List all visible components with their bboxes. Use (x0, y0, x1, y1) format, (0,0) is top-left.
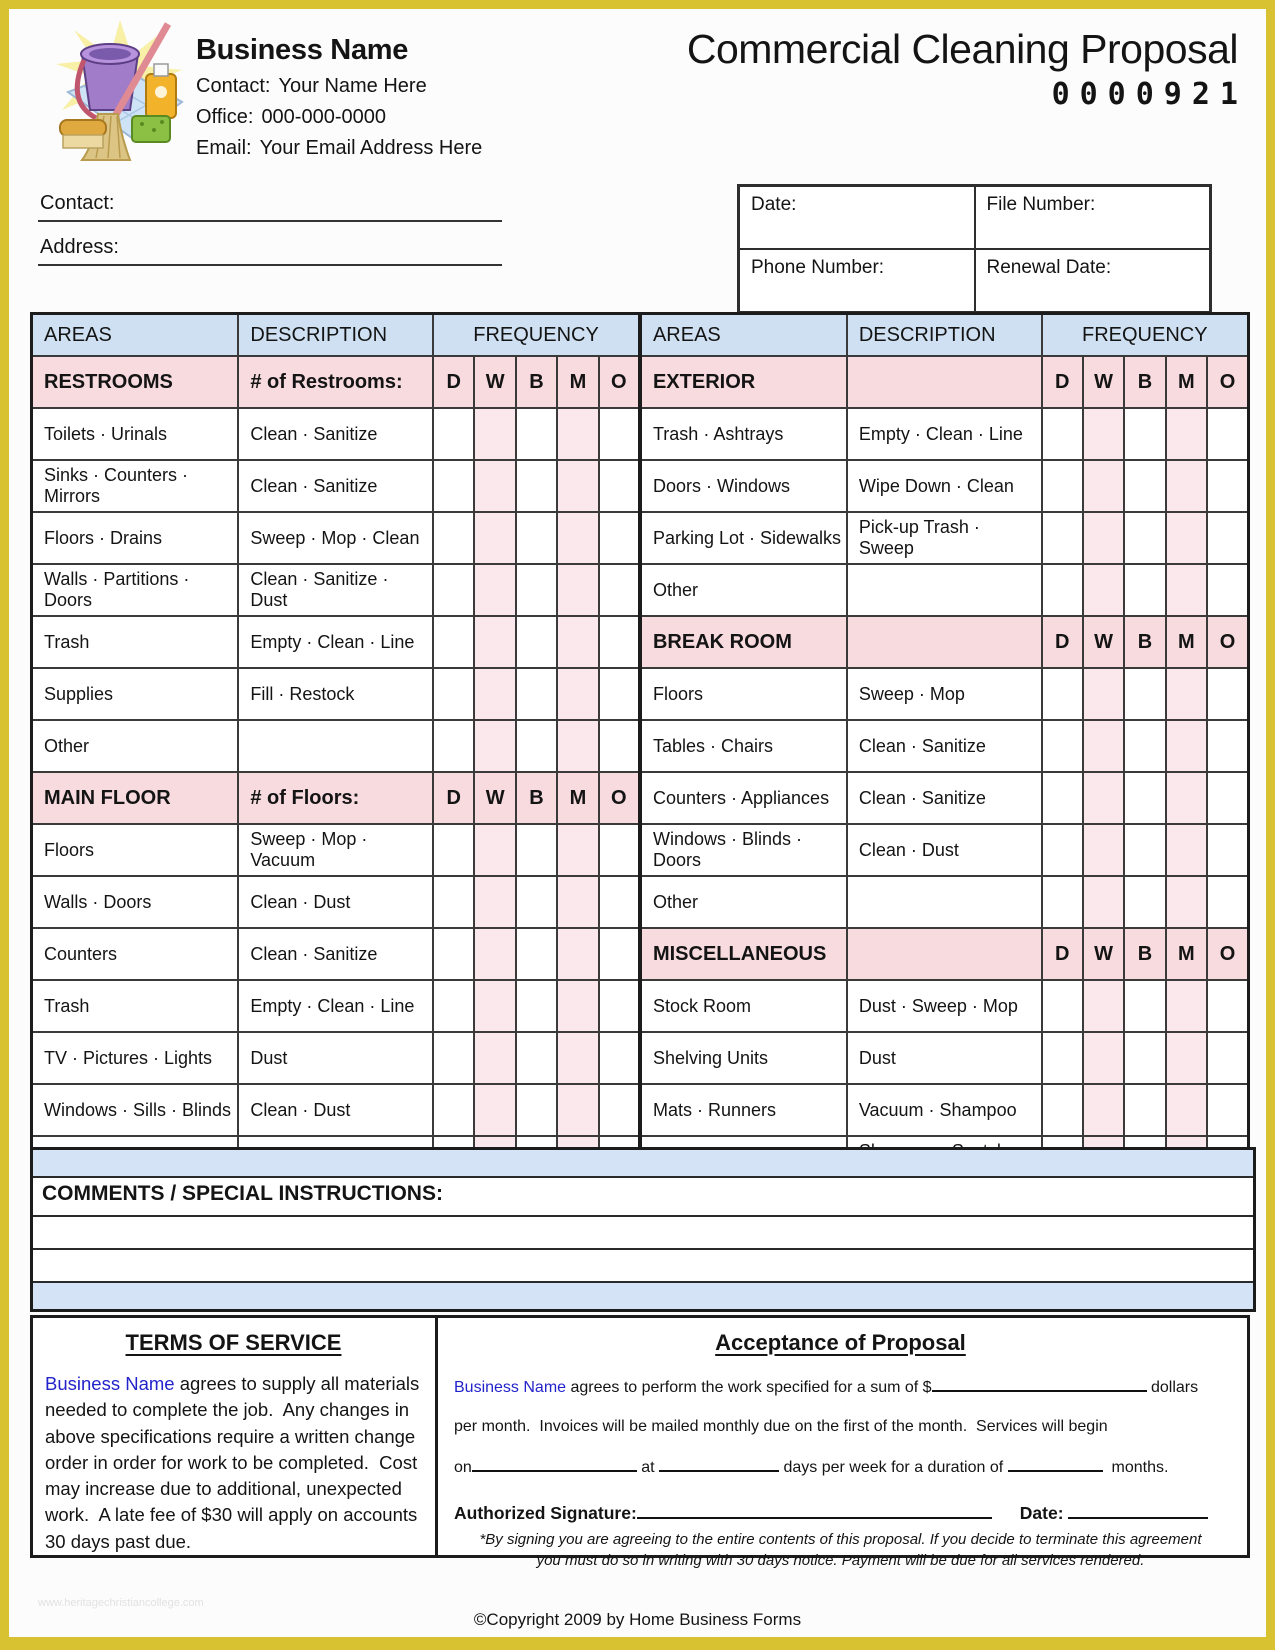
description-cell: Empty · Clean · Line (238, 980, 433, 1032)
terms-business-name: Business Name (45, 1373, 175, 1394)
freq-cell-D[interactable] (433, 928, 474, 980)
area-cell: Trash · Ashtrays (640, 408, 847, 460)
freq-cell-M[interactable] (1166, 1084, 1207, 1136)
description-cell: Clean · Sanitize · Dust (238, 564, 433, 616)
freq-cell-B[interactable] (516, 928, 557, 980)
freq-cell-M[interactable] (1166, 564, 1207, 616)
business-office-line: Office: 000-000-0000 (196, 106, 386, 128)
comments-label: COMMENTS / SPECIAL INSTRUCTIONS: (33, 1178, 1253, 1217)
freq-cell-D[interactable] (433, 876, 474, 928)
freq-cell-D[interactable] (433, 668, 474, 720)
masthead (686, 26, 1248, 112)
freq-cell-B[interactable] (1124, 720, 1165, 772)
checklist-body (32, 314, 1249, 1241)
freq-cell-W[interactable] (1083, 460, 1124, 512)
freq-header-O: O (599, 772, 640, 824)
freq-cell-D[interactable] (433, 460, 474, 512)
column-header-frequency-left: FREQUENCY (433, 314, 640, 357)
checklist-header-row (32, 314, 1249, 357)
description-cell: Clean · Sanitize (238, 460, 433, 512)
freq-cell-M[interactable] (557, 460, 598, 512)
freq-header-B: B (516, 772, 557, 824)
freq-cell-M[interactable] (1166, 772, 1207, 824)
freq-cell-O[interactable] (599, 928, 640, 980)
description-cell: Dust · Sweep · Mop (847, 980, 1042, 1032)
freq-cell-O[interactable] (599, 824, 640, 876)
freq-header-O: O (1207, 356, 1248, 408)
freq-cell-W[interactable] (1083, 668, 1124, 720)
freq-cell-B[interactable] (1124, 668, 1165, 720)
area-cell: Floors (32, 824, 239, 876)
freq-cell-W[interactable] (1083, 772, 1124, 824)
freq-cell-W[interactable] (474, 512, 515, 564)
freq-cell-W[interactable] (474, 408, 515, 460)
terms-body: Business Name agrees to supply all materials needed to complete the job. Any changes in above specifications require a written change order in order for work to be completed. Cost may increase due to additional, unexpected work. A late fee of $30 will apply on accounts 30 days past due. (45, 1373, 425, 1552)
freq-cell-M[interactable] (557, 512, 598, 564)
section-header: BREAK ROOM (640, 616, 847, 668)
freq-cell-M[interactable] (557, 408, 598, 460)
business-name: Business Name (196, 34, 409, 66)
checklist-row (32, 720, 1249, 772)
file-number-cell[interactable]: File Number: (975, 186, 1211, 249)
freq-cell-O[interactable] (1207, 1084, 1248, 1136)
freq-cell-W[interactable] (1083, 720, 1124, 772)
acceptance-line-1: Business Name agrees to perform the work specified for a sum of $ dollars (454, 1379, 1199, 1396)
date-label: Date: (1019, 1503, 1069, 1523)
acceptance-business-name: Business Name (454, 1379, 567, 1396)
comments-input-row-1[interactable] (33, 1217, 1253, 1250)
comments-top-band (33, 1150, 1253, 1178)
freq-cell-D[interactable] (1042, 1032, 1083, 1084)
description-cell (238, 720, 433, 772)
description-cell: Sweep · Mop · Clean (238, 512, 433, 564)
client-address-label: Address: (40, 236, 119, 258)
freq-cell-B[interactable] (516, 564, 557, 616)
checklist-row (32, 668, 1249, 720)
freq-cell-M[interactable] (1166, 980, 1207, 1032)
freq-cell-M[interactable] (1166, 668, 1207, 720)
freq-cell-W[interactable] (1083, 408, 1124, 460)
freq-cell-O[interactable] (599, 1032, 640, 1084)
description-cell (847, 928, 1042, 980)
section-header: MISCELLANEOUS (640, 928, 847, 980)
comments-input-row-2[interactable] (33, 1250, 1253, 1283)
area-cell: Other (640, 876, 847, 928)
client-contact-field[interactable] (38, 192, 502, 222)
signature-date-blank[interactable] (1068, 1504, 1208, 1519)
date-cell[interactable]: Date: (739, 186, 975, 249)
cleaning-checklist (30, 312, 1250, 1242)
freq-cell-O[interactable] (1207, 1032, 1248, 1084)
freq-header-M: M (1166, 356, 1207, 408)
freq-cell-O[interactable] (1207, 564, 1248, 616)
description-cell: Sweep · Mop · Vacuum (238, 824, 433, 876)
freq-cell-B[interactable] (1124, 980, 1165, 1032)
freq-cell-O[interactable] (599, 980, 640, 1032)
form-number: 0000921 (1051, 77, 1248, 112)
freq-cell-W[interactable] (474, 564, 515, 616)
checklist-row (32, 564, 1249, 616)
freq-header-D: D (433, 356, 474, 408)
freq-cell-B[interactable] (516, 876, 557, 928)
freq-header-B: B (1124, 356, 1165, 408)
info-box (737, 184, 1212, 314)
area-cell: Sinks · Counters · Mirrors (32, 460, 239, 512)
description-cell (847, 564, 1042, 616)
column-header-description-left: DESCRIPTION (238, 314, 433, 357)
description-cell: Pick-up Trash · Sweep (847, 512, 1042, 564)
area-cell: Trash (32, 980, 239, 1032)
freq-cell-M[interactable] (557, 616, 598, 668)
freq-cell-O[interactable] (599, 668, 640, 720)
freq-cell-D[interactable] (1042, 408, 1083, 460)
freq-header-W: W (474, 772, 515, 824)
freq-header-B: B (1124, 928, 1165, 980)
area-cell: Windows · Blinds · Doors (640, 824, 847, 876)
column-header-description-right: DESCRIPTION (847, 314, 1042, 357)
freq-cell-M[interactable] (1166, 512, 1207, 564)
section-header: MAIN FLOOR (32, 772, 239, 824)
description-cell: Clean · Sanitize (847, 720, 1042, 772)
freq-header-B: B (1124, 616, 1165, 668)
freq-cell-O[interactable] (599, 1084, 640, 1136)
column-header-areas-left: AREAS (32, 314, 239, 357)
freq-cell-M[interactable] (557, 1032, 598, 1084)
description-cell: Dust (847, 1032, 1042, 1084)
description-cell (847, 356, 1042, 408)
signature-blank[interactable] (637, 1504, 992, 1519)
freq-cell-O[interactable] (1207, 824, 1248, 876)
area-cell: Toilets · Urinals (32, 408, 239, 460)
freq-cell-W[interactable] (474, 720, 515, 772)
description-cell: Sweep · Mop (847, 668, 1042, 720)
freq-cell-W[interactable] (1083, 876, 1124, 928)
freq-cell-O[interactable] (1207, 720, 1248, 772)
description-cell: Fill · Restock (238, 668, 433, 720)
freq-cell-B[interactable] (516, 408, 557, 460)
signature-row (454, 1503, 1227, 1524)
checklist-row (32, 512, 1249, 564)
freq-cell-W[interactable] (474, 980, 515, 1032)
checklist-row (32, 616, 1249, 668)
description-cell: Clean · Sanitize (238, 928, 433, 980)
area-cell: Supplies (32, 668, 239, 720)
checklist-row (32, 928, 1249, 980)
freq-cell-M[interactable] (1166, 460, 1207, 512)
checklist-row (32, 356, 1249, 408)
area-cell: Stock Room (640, 980, 847, 1032)
freq-cell-W[interactable] (474, 876, 515, 928)
freq-cell-W[interactable] (474, 668, 515, 720)
checklist-row (32, 824, 1249, 876)
freq-cell-B[interactable] (516, 980, 557, 1032)
area-cell: Other (32, 720, 239, 772)
checklist-row (32, 772, 1249, 824)
freq-cell-M[interactable] (557, 928, 598, 980)
freq-cell-W[interactable] (474, 1084, 515, 1136)
freq-cell-M[interactable] (1166, 1032, 1207, 1084)
freq-cell-O[interactable] (1207, 460, 1248, 512)
freq-cell-D[interactable] (433, 408, 474, 460)
description-cell: Dust (238, 1032, 433, 1084)
freq-cell-M[interactable] (557, 876, 598, 928)
section-header: RESTROOMS (32, 356, 239, 408)
freq-cell-M[interactable] (1166, 876, 1207, 928)
area-cell: Counters · Appliances (640, 772, 847, 824)
area-cell: Windows · Sills · Blinds (32, 1084, 239, 1136)
cleaning-supplies-logo (50, 14, 190, 166)
freq-cell-W[interactable] (1083, 564, 1124, 616)
start-date-blank[interactable] (472, 1457, 637, 1472)
freq-cell-O[interactable] (1207, 876, 1248, 928)
freq-cell-B[interactable] (1124, 876, 1165, 928)
renewal-date-cell[interactable]: Renewal Date: (975, 249, 1211, 312)
page-title: Commercial Cleaning Proposal (686, 26, 1238, 72)
freq-header-M: M (557, 356, 598, 408)
duration-blank[interactable] (1008, 1457, 1103, 1472)
freq-cell-M[interactable] (557, 564, 598, 616)
freq-header-D: D (433, 772, 474, 824)
sum-blank[interactable] (932, 1377, 1147, 1392)
freq-header-O: O (1207, 616, 1248, 668)
freq-cell-D[interactable] (1042, 824, 1083, 876)
area-cell: Parking Lot · Sidewalks (640, 512, 847, 564)
freq-header-M: M (557, 772, 598, 824)
terms-acceptance-section (30, 1315, 1250, 1569)
freq-cell-B[interactable] (1124, 824, 1165, 876)
acceptance-heading: Acceptance of Proposal (715, 1330, 966, 1355)
freq-header-W: W (1083, 928, 1124, 980)
freq-header-D: D (1042, 616, 1083, 668)
description-cell (847, 876, 1042, 928)
freq-cell-W[interactable] (474, 616, 515, 668)
freq-cell-W[interactable] (1083, 1084, 1124, 1136)
area-cell: Walls · Doors (32, 876, 239, 928)
freq-cell-B[interactable] (1124, 1032, 1165, 1084)
freq-cell-D[interactable] (1042, 512, 1083, 564)
freq-cell-O[interactable] (599, 876, 640, 928)
freq-cell-M[interactable] (1166, 408, 1207, 460)
client-contact-label: Contact: (40, 192, 115, 214)
freq-header-W: W (474, 356, 515, 408)
checklist-table (30, 312, 1250, 1242)
freq-cell-D[interactable] (433, 720, 474, 772)
copyright-notice: ©Copyright 2009 by Home Business Forms (473, 1610, 802, 1629)
area-cell: Doors · Windows (640, 460, 847, 512)
description-cell: Clean · Sanitize (238, 408, 433, 460)
freq-cell-O[interactable] (599, 720, 640, 772)
description-cell (847, 616, 1042, 668)
area-cell: Counters (32, 928, 239, 980)
freq-cell-M[interactable] (1166, 720, 1207, 772)
freq-cell-D[interactable] (433, 824, 474, 876)
freq-cell-B[interactable] (516, 1084, 557, 1136)
freq-cell-D[interactable] (1042, 668, 1083, 720)
freq-cell-B[interactable] (516, 460, 557, 512)
freq-cell-B[interactable] (1124, 512, 1165, 564)
area-cell: Shelving Units (640, 1032, 847, 1084)
freq-cell-M[interactable] (557, 668, 598, 720)
area-cell: Trash (32, 616, 239, 668)
freq-header-W: W (1083, 616, 1124, 668)
freq-cell-O[interactable] (1207, 408, 1248, 460)
checklist-row (32, 876, 1249, 928)
freq-cell-D[interactable] (1042, 564, 1083, 616)
column-header-areas-right: AREAS (640, 314, 847, 357)
freq-cell-W[interactable] (1083, 824, 1124, 876)
business-email-line: Email: Your Email Address Here (196, 137, 483, 159)
phone-number-cell[interactable]: Phone Number: (739, 249, 975, 312)
business-contact-line: Contact: Your Name Here (196, 75, 427, 97)
freq-cell-O[interactable] (599, 408, 640, 460)
comments-bottom-band (33, 1283, 1253, 1309)
freq-cell-M[interactable] (557, 824, 598, 876)
freq-cell-D[interactable] (1042, 720, 1083, 772)
column-header-frequency-right: FREQUENCY (1042, 314, 1249, 357)
freq-cell-B[interactable] (516, 668, 557, 720)
client-address-extra-line[interactable] (38, 294, 506, 314)
description-cell: # of Floors: (238, 772, 433, 824)
freq-cell-D[interactable] (1042, 876, 1083, 928)
freq-cell-O[interactable] (599, 616, 640, 668)
freq-cell-D[interactable] (433, 616, 474, 668)
freq-cell-D[interactable] (433, 1084, 474, 1136)
freq-cell-B[interactable] (516, 824, 557, 876)
watermark: www.heritagechristiancollege.com (38, 1597, 204, 1609)
area-cell: Other (640, 564, 847, 616)
freq-cell-O[interactable] (1207, 772, 1248, 824)
acceptance-of-proposal (438, 1318, 1247, 1569)
freq-header-O: O (1207, 928, 1248, 980)
freq-cell-W[interactable] (1083, 512, 1124, 564)
description-cell: Clean · Dust (238, 1084, 433, 1136)
area-cell: Mats · Runners (640, 1084, 847, 1136)
freq-cell-D[interactable] (433, 980, 474, 1032)
description-cell: Clean · Dust (847, 824, 1042, 876)
description-cell: Wipe Down · Clean (847, 460, 1042, 512)
freq-cell-O[interactable] (1207, 980, 1248, 1032)
freq-cell-M[interactable] (557, 980, 598, 1032)
acceptance-line-3: on at days per week for a duration of months. (454, 1459, 1169, 1476)
freq-cell-B[interactable] (516, 1032, 557, 1084)
freq-cell-D[interactable] (433, 1032, 474, 1084)
freq-cell-W[interactable] (474, 824, 515, 876)
description-cell: # of Restrooms: (238, 356, 433, 408)
terms-heading: TERMS OF SERVICE (125, 1330, 342, 1355)
checklist-row (32, 1032, 1249, 1084)
freq-cell-O[interactable] (599, 512, 640, 564)
freq-cell-D[interactable] (433, 564, 474, 616)
freq-cell-B[interactable] (516, 512, 557, 564)
freq-cell-B[interactable] (516, 720, 557, 772)
freq-header-M: M (1166, 928, 1207, 980)
signature-label: Authorized Signature: (454, 1503, 637, 1523)
freq-cell-W[interactable] (1083, 980, 1124, 1032)
description-cell: Vacuum · Shampoo (847, 1084, 1042, 1136)
client-address-field[interactable] (38, 236, 502, 266)
freq-cell-B[interactable] (1124, 564, 1165, 616)
freq-header-B: B (516, 356, 557, 408)
checklist-row (32, 460, 1249, 512)
freq-cell-W[interactable] (474, 928, 515, 980)
checklist-row (32, 980, 1249, 1032)
freq-cell-O[interactable] (1207, 668, 1248, 720)
area-cell: TV · Pictures · Lights (32, 1032, 239, 1084)
freq-cell-B[interactable] (1124, 408, 1165, 460)
freq-cell-B[interactable] (1124, 460, 1165, 512)
freq-header-W: W (1083, 356, 1124, 408)
freq-cell-B[interactable] (516, 616, 557, 668)
description-cell: Empty · Clean · Line (847, 408, 1042, 460)
freq-cell-M[interactable] (1166, 824, 1207, 876)
freq-cell-D[interactable] (433, 512, 474, 564)
freq-cell-O[interactable] (599, 460, 640, 512)
freq-cell-W[interactable] (1083, 1032, 1124, 1084)
checklist-row (32, 1084, 1249, 1136)
freq-cell-D[interactable] (1042, 1084, 1083, 1136)
freq-cell-W[interactable] (474, 1032, 515, 1084)
description-cell: Clean · Dust (238, 876, 433, 928)
freq-cell-B[interactable] (1124, 1084, 1165, 1136)
freq-cell-D[interactable] (1042, 980, 1083, 1032)
freq-cell-D[interactable] (1042, 772, 1083, 824)
freq-header-O: O (599, 356, 640, 408)
comments-section (30, 1147, 1256, 1312)
terms-of-service (33, 1318, 438, 1555)
area-cell: Floors · Drains (32, 512, 239, 564)
area-cell: Tables · Chairs (640, 720, 847, 772)
freq-header-D: D (1042, 928, 1083, 980)
business-identity (196, 34, 482, 160)
freq-cell-O[interactable] (1207, 512, 1248, 564)
freq-cell-B[interactable] (1124, 772, 1165, 824)
freq-cell-D[interactable] (1042, 460, 1083, 512)
acceptance-line-2: per month. Invoices will be mailed monthly due on the first of the month. Services will begin (454, 1418, 1108, 1435)
freq-header-D: D (1042, 356, 1083, 408)
freq-cell-M[interactable] (557, 720, 598, 772)
cleaning-supplies-icon (50, 14, 190, 164)
freq-header-M: M (1166, 616, 1207, 668)
fine-print: *By signing you are agreeing to the entire contents of this proposal. If you decide to terminate this agreement you must do so in writing with 30 days notice. Payment will be due for all services rendered. (479, 1531, 1202, 1569)
section-header: EXTERIOR (640, 356, 847, 408)
freq-cell-M[interactable] (557, 1084, 598, 1136)
description-cell: Clean · Sanitize (847, 772, 1042, 824)
checklist-row (32, 408, 1249, 460)
area-cell: Floors (640, 668, 847, 720)
freq-cell-W[interactable] (474, 460, 515, 512)
area-cell: Walls · Partitions · Doors (32, 564, 239, 616)
freq-cell-O[interactable] (599, 564, 640, 616)
time-blank[interactable] (659, 1457, 779, 1472)
description-cell: Empty · Clean · Line (238, 616, 433, 668)
